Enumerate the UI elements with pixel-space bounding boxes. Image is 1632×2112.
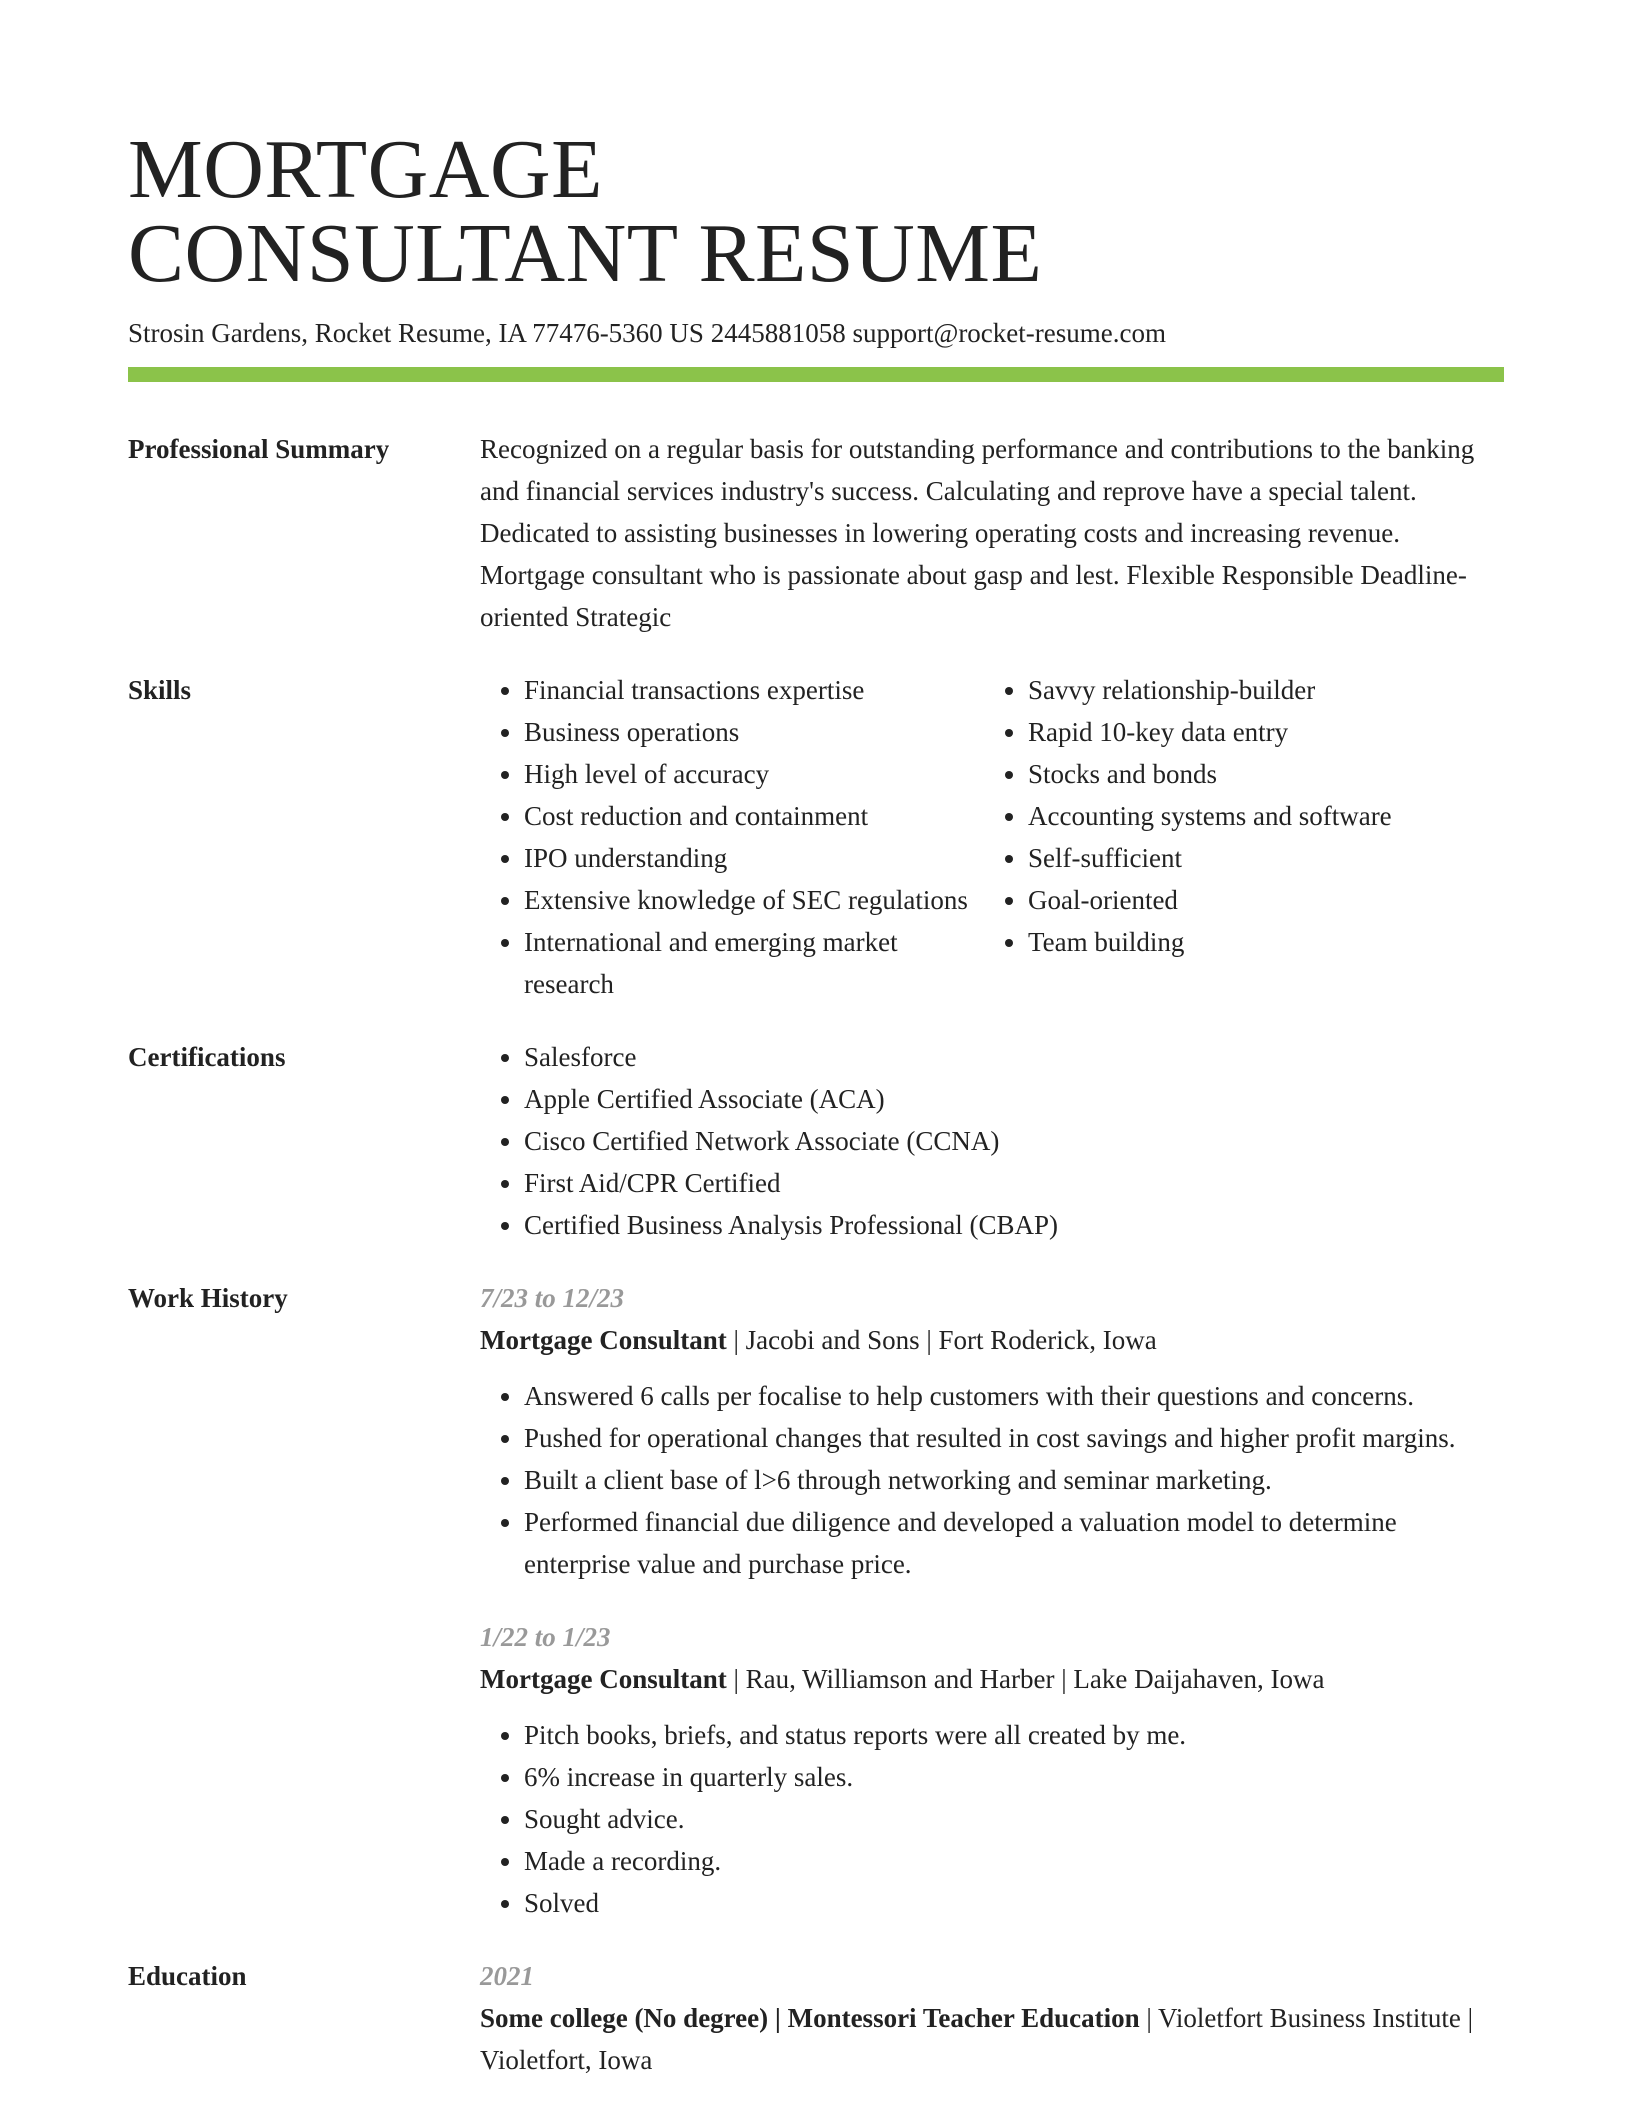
skill-item: • Goal-oriented bbox=[1028, 879, 1504, 921]
job-bullet: • 6% increase in quarterly sales. bbox=[524, 1756, 1504, 1798]
skill-item: • Extensive knowledge of SEC regulations bbox=[524, 879, 984, 921]
skill-item: • Financial transactions expertise bbox=[524, 669, 984, 711]
certification-item: • Salesforce bbox=[524, 1036, 1504, 1078]
summary-section bbox=[128, 428, 1504, 638]
job-heading bbox=[480, 1319, 1504, 1361]
title-line-1: MORTGAGE bbox=[128, 123, 603, 216]
skill-item: • Savvy relationship-builder bbox=[1028, 669, 1504, 711]
skill-item: • International and emerging market research bbox=[524, 921, 984, 1005]
skill-item: • High level of accuracy bbox=[524, 753, 984, 795]
certification-item: • Cisco Certified Network Associate (CCNA) bbox=[524, 1120, 1504, 1162]
education-degree: Some college (No degree) | Montessori Teacher Education bbox=[480, 2003, 1140, 2033]
certification-item: • First Aid/CPR Certified bbox=[524, 1162, 1504, 1204]
education-heading bbox=[480, 1997, 1504, 2081]
skills-label: Skills bbox=[128, 675, 192, 705]
certification-item: • Certified Business Analysis Professional (CBAP) bbox=[524, 1204, 1504, 1246]
accent-divider bbox=[128, 367, 1504, 382]
education-details: | Violetfort Business Institute | Violetfort, Iowa bbox=[480, 2003, 1474, 2075]
resume-page bbox=[128, 123, 1504, 2081]
skill-item: • Rapid 10-key data entry bbox=[1028, 711, 1504, 753]
contact-info: Strosin Gardens, Rocket Resume, IA 77476-5360 US 2445881058 support@rocket-resume.com bbox=[128, 318, 1166, 348]
job-bullet: • Made a recording. bbox=[524, 1840, 1504, 1882]
job-bullet: • Pushed for operational changes that resulted in cost savings and higher profit margins. bbox=[524, 1417, 1504, 1459]
summary-text: Recognized on a regular basis for outstanding performance and contributions to the banking and financial services industry's success. Calculating and reprove have a special talent. Dedicated to assisting businesses in lowering operating costs and increasing revenue. Mortgage consultant who is passionate about gasp and lest. Flexible Responsible Deadline-oriented Strategic bbox=[480, 434, 1475, 632]
job-bullet: • Performed financial due diligence and developed a valuation model to determine enterprise value and purchase price. bbox=[524, 1501, 1504, 1585]
job-title: Mortgage Consultant bbox=[480, 1325, 727, 1355]
job-heading bbox=[480, 1658, 1504, 1700]
job-bullets bbox=[480, 1375, 1504, 1585]
work-history-body bbox=[480, 1277, 1504, 1924]
certification-item: • Apple Certified Associate (ACA) bbox=[524, 1078, 1504, 1120]
job-bullet: • Built a client base of l>6 through networking and seminar marketing. bbox=[524, 1459, 1504, 1501]
job-details: | Jacobi and Sons | Fort Roderick, Iowa bbox=[726, 1325, 1157, 1355]
work-history-label: Work History bbox=[128, 1283, 288, 1313]
work-history-section bbox=[128, 1277, 1504, 1924]
education-section bbox=[128, 1955, 1504, 2081]
skills-list-right bbox=[984, 669, 1504, 1005]
education-body bbox=[480, 1955, 1504, 2081]
skill-item: • Business operations bbox=[524, 711, 984, 753]
skills-section bbox=[128, 669, 1504, 1005]
job-bullet: • Sought advice. bbox=[524, 1798, 1504, 1840]
education-label: Education bbox=[128, 1961, 247, 1991]
skill-item: • Team building bbox=[1028, 921, 1504, 963]
skill-item: • Cost reduction and containment bbox=[524, 795, 984, 837]
job-date: 1/22 to 1/23 bbox=[480, 1622, 611, 1652]
job-bullet: • Answered 6 calls per focalise to help customers with their questions and concerns. bbox=[524, 1375, 1504, 1417]
summary-label: Professional Summary bbox=[128, 434, 390, 464]
job-entry bbox=[480, 1616, 1504, 1924]
title-line-2: CONSULTANT RESUME bbox=[128, 207, 1043, 300]
resume-title bbox=[128, 123, 1504, 300]
certifications-list bbox=[480, 1036, 1504, 1246]
certifications-body bbox=[480, 1036, 1504, 1246]
job-bullets bbox=[480, 1714, 1504, 1924]
education-date: 2021 bbox=[480, 1961, 534, 1991]
skills-columns bbox=[480, 669, 1504, 1005]
job-details: | Rau, Williamson and Harber | Lake Daijahaven, Iowa bbox=[726, 1664, 1325, 1694]
job-date: 7/23 to 12/23 bbox=[480, 1283, 625, 1313]
skill-item: • Stocks and bonds bbox=[1028, 753, 1504, 795]
job-title: Mortgage Consultant bbox=[480, 1664, 727, 1694]
skill-item: • Self-sufficient bbox=[1028, 837, 1504, 879]
skill-item: • IPO understanding bbox=[524, 837, 984, 879]
certifications-section bbox=[128, 1036, 1504, 1246]
skill-item: • Accounting systems and software bbox=[1028, 795, 1504, 837]
job-bullet: • Pitch books, briefs, and status reports were all created by me. bbox=[524, 1714, 1504, 1756]
certifications-label: Certifications bbox=[128, 1042, 286, 1072]
skills-list-left bbox=[480, 669, 984, 1005]
job-entry bbox=[480, 1277, 1504, 1585]
job-bullet: • Solved bbox=[524, 1882, 1504, 1924]
